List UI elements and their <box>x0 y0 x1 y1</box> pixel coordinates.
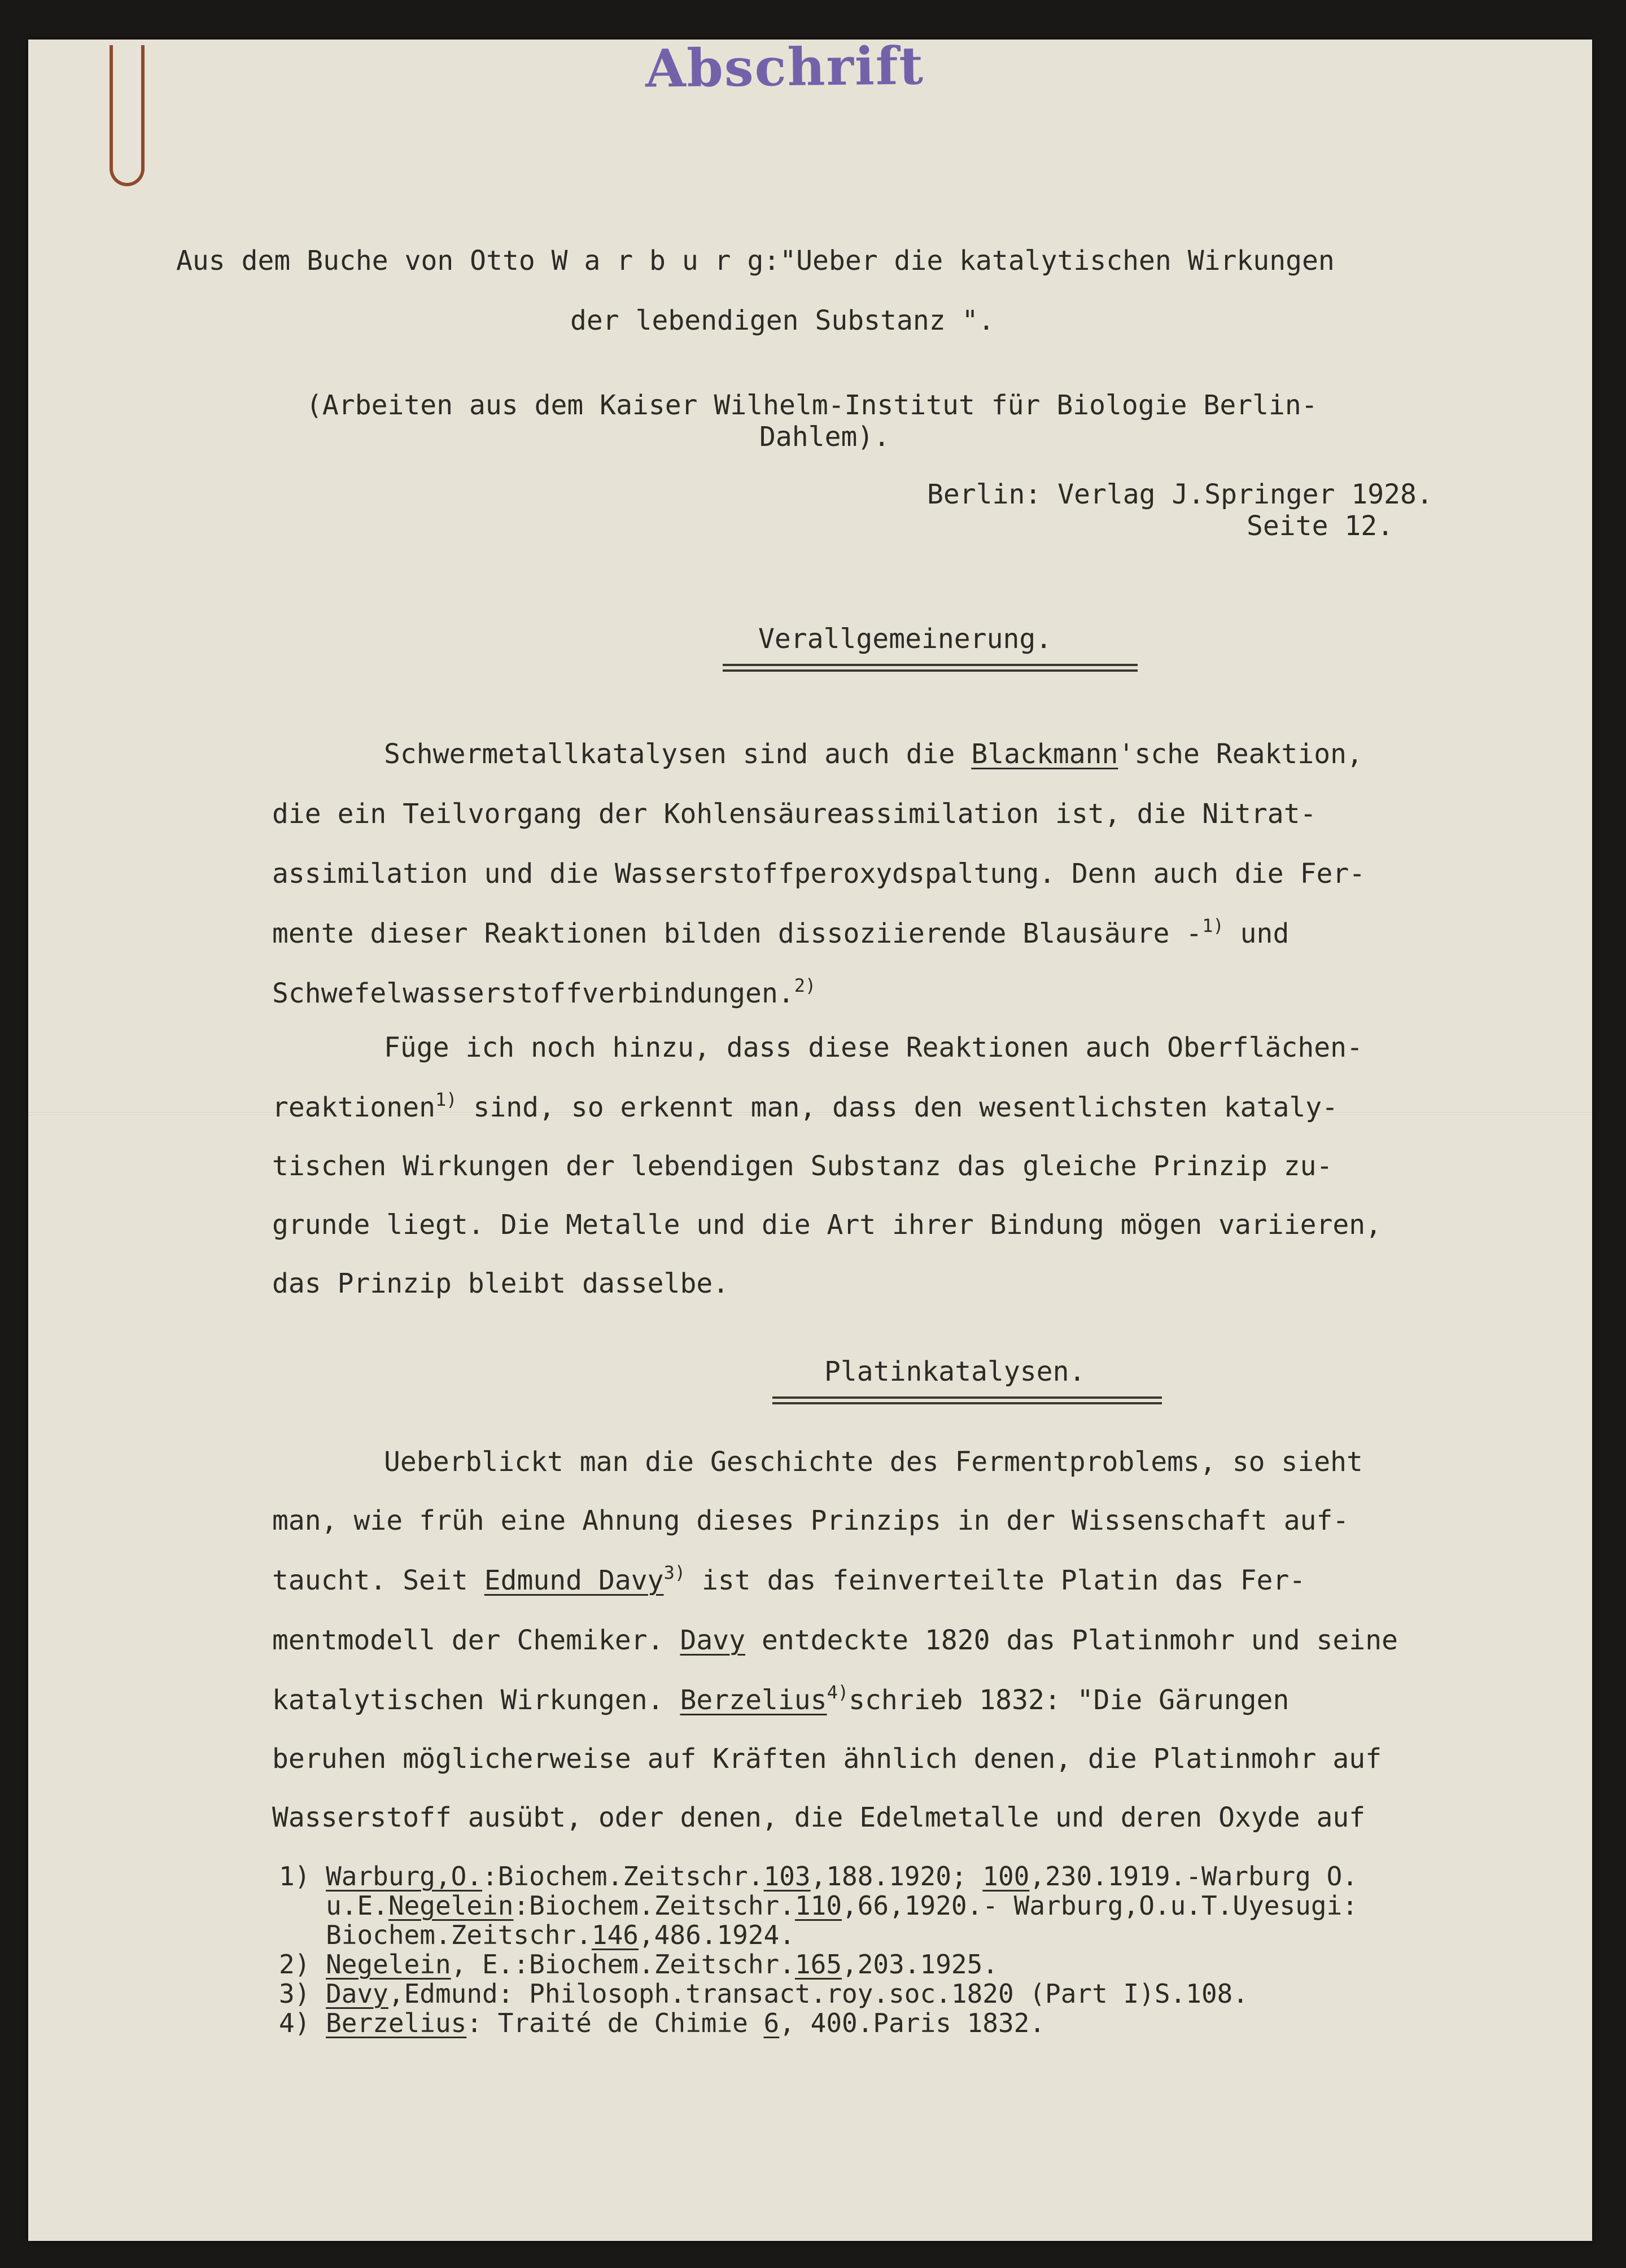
paragraph-line: mente dieser Reaktionen bilden dissoziierende Blausäure -$^{1)}$ und <box>272 915 1290 949</box>
paragraph-line: Ueberblickt man die Geschichte des Fermentproblems, so sieht <box>384 1446 1363 1478</box>
author-name: Berzelius <box>680 1684 827 1716</box>
paragraph-line: assimilation und die Wasserstoffperoxydspaltung. Denn auch die Fer- <box>272 858 1366 890</box>
paragraph-line: reaktionen$^{1)}$ sind, so erkennt man, dass den wesentlichsten kataly- <box>272 1089 1339 1123</box>
paragraph-line: man, wie früh eine Ahnung dieses Prinzips in der Wissenschaft auf- <box>272 1505 1349 1536</box>
abschrift-stamp: Abschrift <box>645 35 925 99</box>
paragraph-line: mentmodell der Chemiker. Davy entdeckte 1820 das Platinmohr und seine <box>272 1625 1398 1656</box>
footnote-ref: 1) <box>435 1089 457 1110</box>
paragraph-line: Schwermetallkatalysen sind auch die Blackmann'sche Reaktion, <box>384 738 1363 770</box>
paragraph-line: tischen Wirkungen der lebendigen Substanz das gleiche Prinzip zu- <box>272 1150 1333 1182</box>
footnote-1: 1) Warburg,O.:Biochem.Zeitschr.103,188.1920; 100,230.1919.-Warburg O. <box>279 1861 1358 1892</box>
footnote-3: 3) Davy,Edmund: Philosoph.transact.roy.soc.1820 (Part I)S.108. <box>279 1978 1249 2009</box>
paragraph-line: Schwefelwasserstoffverbindungen.$^{2)}$ <box>272 975 816 1009</box>
paragraph-line: grunde liegt. Die Metalle und die Art ihrer Bindung mögen variieren, <box>272 1209 1382 1241</box>
paragraph-line: Wasserstoff ausübt, oder denen, die Edelmetalle und deren Oxyde auf <box>272 1802 1366 1833</box>
paragraph-line: das Prinzip bleibt dasselbe. <box>272 1268 729 1299</box>
paper-clip <box>110 45 145 186</box>
header-line-4: Dahlem). <box>759 421 890 453</box>
author-name: Blackmann <box>971 738 1118 770</box>
header-line-5: Berlin: Verlag J.Springer 1928. <box>927 479 1433 510</box>
paragraph-line: die ein Teilvorgang der Kohlensäureassimilation ist, die Nitrat- <box>272 798 1317 830</box>
footnote-2: 2) Negelein, E.:Biochem.Zeitschr.165,203.1925. <box>279 1949 998 1980</box>
section-title-verallgemeinerung: Verallgemeinerung. <box>758 623 1052 655</box>
title-double-underline <box>723 664 1138 672</box>
author-name: Davy <box>680 1625 746 1656</box>
footnote-ref: 3) <box>663 1562 686 1583</box>
title-double-underline <box>772 1396 1162 1404</box>
paragraph-line: katalytischen Wirkungen. Berzelius$^{4)}$schrieb 1832: "Die Gärungen <box>272 1682 1290 1716</box>
header-line-2: der lebendigen Substanz ". <box>570 305 995 336</box>
header-line-3: (Arbeiten aus dem Kaiser Wilhelm-Institut für Biologie Berlin- <box>306 389 1318 421</box>
paragraph-line: Füge ich noch hinzu, dass diese Reaktionen auch Oberflächen- <box>384 1032 1363 1063</box>
footnote-ref: 1) <box>1202 915 1224 936</box>
section-title-platinkatalysen: Platinkatalysen. <box>824 1356 1086 1387</box>
footnote-1-cont: Biochem.Zeitschr.146,486.1924. <box>279 1920 795 1950</box>
footnote-1-cont: u.E.Negelein:Biochem.Zeitschr.110,66,1920.- Warburg,O.u.T.Uyesugi: <box>279 1890 1358 1921</box>
author-name: Edmund Davy <box>484 1565 664 1596</box>
header-line-6: Seite 12. <box>1247 510 1394 542</box>
footnote-4: 4) Berzelius: Traité de Chimie 6, 400.Paris 1832. <box>279 2008 1046 2038</box>
header-line-1: Aus dem Buche von Otto W a r b u r g:"Ueber die katalytischen Wirkungen <box>176 245 1335 277</box>
footnote-ref: 4) <box>827 1682 849 1703</box>
paragraph-line: beruhen möglicherweise auf Kräften ähnlich denen, die Platinmohr auf <box>272 1743 1382 1775</box>
footnote-ref: 2) <box>794 975 816 996</box>
paragraph-line: taucht. Seit Edmund Davy$^{3)}$ ist das feinverteilte Platin das Fer- <box>272 1562 1306 1596</box>
